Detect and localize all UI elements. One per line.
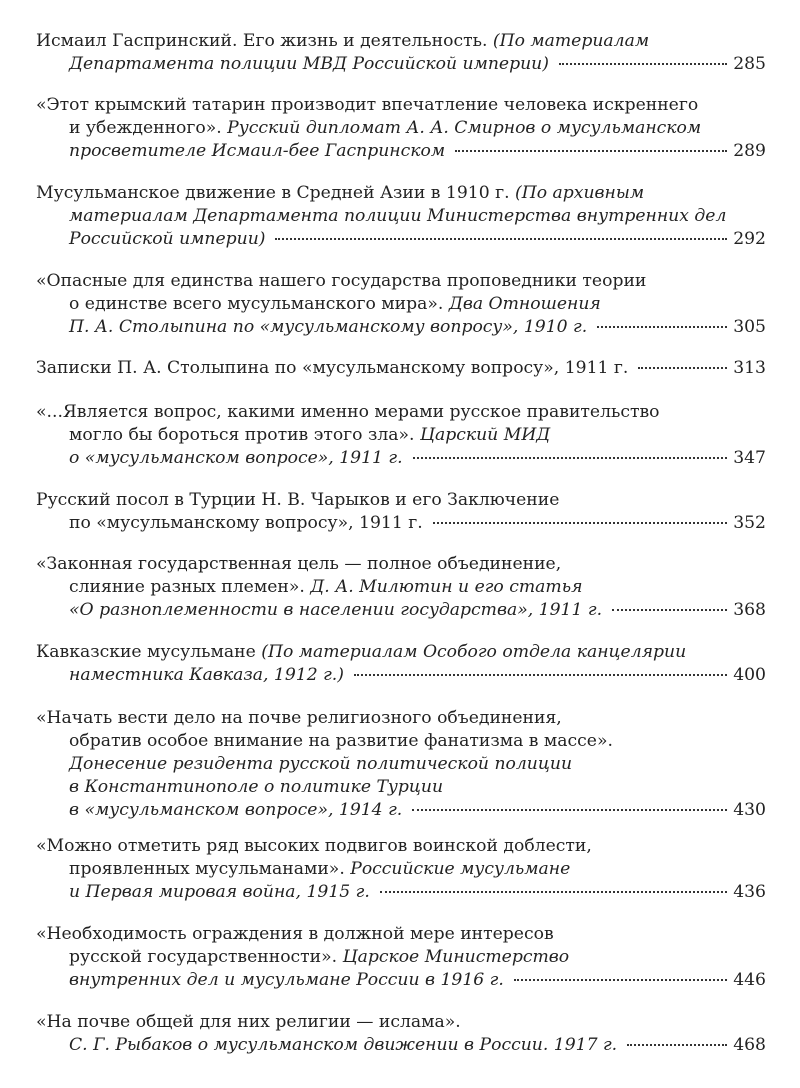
toc-entry-line — [36, 707, 766, 730]
toc-entry-subtitle: Русский дипломат А. А. Смирнов о мусульманском — [227, 118, 702, 138]
dot-leader — [627, 1044, 727, 1046]
toc-entry-title: «Опасные для единства нашего государства проповедники теории — [36, 271, 647, 291]
toc-entry-title: Русский посол в Турции Н. В. Чарыков и его Заключение — [36, 490, 560, 510]
toc-entry-line — [36, 553, 766, 576]
toc-entry-line — [36, 946, 766, 969]
toc-page-number[interactable]: 446 — [733, 970, 766, 990]
toc-entry-text — [36, 270, 646, 293]
toc-entry-text — [69, 730, 613, 753]
toc-entry-text — [69, 776, 443, 799]
dot-leader — [412, 809, 727, 811]
toc-entry[interactable] — [36, 707, 766, 822]
toc-entry-line — [36, 969, 766, 992]
toc-entry-subtitle: (По материалам Особого отдела канцелярии — [261, 642, 687, 662]
toc-entry-line — [36, 489, 766, 512]
toc-entry-text — [69, 512, 423, 535]
toc-entry-line — [36, 512, 766, 535]
toc-entry[interactable] — [36, 270, 766, 339]
toc-entry-text — [36, 357, 628, 380]
toc-entry-text — [69, 228, 265, 251]
toc-page-number[interactable]: 430 — [733, 800, 766, 820]
toc-entry-subtitle: Царский МИД — [419, 425, 551, 445]
toc-entry-title: «Законная государственная цель — полное объединение, — [36, 554, 562, 574]
toc-entry-text — [69, 140, 445, 163]
dot-leader — [413, 457, 728, 459]
toc-entry-title: «Начать вести дело на почве религиозного объединения, — [36, 708, 562, 728]
toc-entry-line — [36, 753, 766, 776]
toc-entry-subtitle: (По архивным — [515, 183, 645, 203]
toc-entry-subtitle: Департамента полиции МВД Российской империи) — [69, 54, 549, 74]
toc-entry[interactable] — [36, 1011, 766, 1057]
toc-entry-line — [36, 664, 766, 687]
toc-entry-title: Мусульманское движение в Средней Азии в 1910 г. — [36, 183, 516, 203]
dot-leader — [638, 367, 727, 369]
toc-entry-text — [36, 182, 644, 205]
toc-entry[interactable] — [36, 30, 766, 76]
toc-entry-title: по «мусульманскому вопросу», 1911 г. — [69, 513, 423, 533]
dot-leader — [433, 522, 727, 524]
toc-entry-text — [36, 707, 562, 730]
toc-entry-line — [36, 424, 766, 447]
toc-entry[interactable] — [36, 182, 766, 251]
toc-entry-text — [36, 923, 554, 946]
toc-entry-line — [36, 1034, 766, 1057]
toc-page-number[interactable]: 292 — [733, 229, 766, 249]
toc-entry-subtitle: и Первая мировая война, 1915 г. — [69, 882, 370, 902]
toc-entry-subtitle: наместника Кавказа, 1912 г.) — [69, 665, 344, 685]
toc-entry-text — [69, 799, 402, 822]
toc-entry-line — [36, 270, 766, 293]
toc-entry-subtitle: просветителе Исмаил-бее Гаспринском — [69, 141, 446, 161]
toc-entry-text — [69, 881, 370, 904]
toc-entry-text — [69, 53, 549, 76]
toc-entry-subtitle: Российские мусульмане — [350, 859, 571, 879]
toc-entry-line — [36, 140, 766, 163]
toc-entry-text — [36, 553, 561, 576]
toc-entry-line — [36, 53, 766, 76]
toc-entry-title: и убежденного». — [69, 118, 228, 138]
toc-entry-line — [36, 30, 766, 53]
toc-entry-subtitle: «О разноплеменности в населении государства», 1911 г. — [69, 600, 603, 620]
toc-entry-text — [36, 401, 660, 424]
toc-entry-line — [36, 293, 766, 316]
toc-entry-title: «Можно отметить ряд высоких подвигов воинской доблести, — [36, 836, 592, 856]
toc-entry-line — [36, 881, 766, 904]
toc-entry-text — [69, 316, 587, 339]
dot-leader — [612, 609, 727, 611]
toc-entry-subtitle: П. А. Столыпина по «мусульманскому вопросу», 1910 г. — [69, 317, 588, 337]
toc-entry-line — [36, 641, 766, 664]
toc-entry-line — [36, 401, 766, 424]
toc-entry[interactable] — [36, 923, 766, 992]
toc-entry-title: «...Является вопрос, какими именно мерами русское правительство — [36, 402, 660, 422]
toc-entry-title: «Необходимость ограждения в должной мере интересов — [36, 924, 554, 944]
toc-entry-subtitle: Д. А. Милютин и его статья — [310, 577, 583, 597]
dot-leader — [559, 63, 727, 65]
toc-entry[interactable] — [36, 553, 766, 622]
toc-entry-title: Кавказские мусульмане — [36, 642, 262, 662]
toc-entry-line — [36, 228, 766, 251]
toc-entry-text — [69, 576, 582, 599]
toc-entry-text — [69, 664, 344, 687]
toc-entry-line — [36, 447, 766, 470]
toc-entry-text — [36, 641, 686, 664]
toc-entry-subtitle: С. Г. Рыбаков о мусульманском движении в России. 1917 г. — [69, 1035, 618, 1055]
toc-entry-line — [36, 599, 766, 622]
toc-entry-text — [36, 1011, 461, 1034]
toc-page-number[interactable]: 468 — [733, 1035, 766, 1055]
toc-entry-subtitle: Российской империи) — [69, 229, 266, 249]
toc-entry-subtitle: о «мусульманском вопросе», 1911 г. — [69, 448, 403, 468]
toc-entry-subtitle: Царское Министерство — [342, 947, 570, 967]
toc-page-number[interactable]: 313 — [733, 358, 766, 378]
toc-page-number[interactable]: 285 — [733, 54, 766, 74]
toc-entry-title: «Этот крымский татарин производит впечатление человека искреннего — [36, 95, 699, 115]
toc-entry-subtitle: Два Отношения — [448, 294, 601, 314]
toc-entry-line — [36, 357, 766, 380]
toc-entry[interactable] — [36, 489, 766, 535]
toc-entry-line — [36, 94, 766, 117]
toc-entry-line — [36, 776, 766, 799]
toc-entry-line — [36, 117, 766, 140]
toc-entry-text — [36, 94, 698, 117]
toc-entry-title: русской государственности». — [69, 947, 343, 967]
toc-page-number[interactable]: 347 — [733, 448, 766, 468]
toc-entry-title: Записки П. А. Столыпина по «мусульманскому вопросу», 1911 г. — [36, 358, 629, 378]
dot-leader — [275, 238, 727, 240]
toc-page-number[interactable]: 400 — [733, 665, 766, 685]
toc-entry-text — [69, 293, 601, 316]
toc-page-number[interactable]: 352 — [733, 513, 766, 533]
toc-entry-line — [36, 576, 766, 599]
toc-entry-title: о единстве всего мусульманского мира». — [69, 294, 449, 314]
toc-entry-line — [36, 858, 766, 881]
toc-entry-text — [69, 969, 504, 992]
toc-entry-text — [69, 599, 602, 622]
toc-entry-line — [36, 923, 766, 946]
toc-entry-text — [69, 447, 403, 470]
toc-entry-title: могло бы бороться против этого зла». — [69, 425, 420, 445]
toc-entry-title: слияние разных племен». — [69, 577, 311, 597]
toc-entry-line — [36, 316, 766, 339]
toc-entry-text — [69, 753, 572, 776]
toc-page-number[interactable]: 289 — [733, 141, 766, 161]
toc-page-number[interactable]: 305 — [733, 317, 766, 337]
toc-entry-title: Исмаил Гаспринский. Его жизнь и деятельность. — [36, 31, 493, 51]
toc-entry-line — [36, 182, 766, 205]
toc-entry-subtitle: в «мусульманском вопросе», 1914 г. — [69, 800, 403, 820]
toc-entry-title: проявленных мусульманами». — [69, 859, 351, 879]
toc-entry[interactable] — [36, 94, 766, 163]
dot-leader — [354, 674, 727, 676]
toc-entry-line — [36, 730, 766, 753]
toc-entry-text — [69, 1034, 617, 1057]
toc-entry-subtitle: материалам Департамента полиции Министерства внутренних дел — [69, 206, 727, 226]
toc-entry[interactable] — [36, 835, 766, 904]
toc-entry-text — [69, 858, 570, 881]
toc-entry-subtitle: внутренних дел и мусульмане России в 1916 г. — [69, 970, 504, 990]
toc-entry-text — [69, 946, 569, 969]
dot-leader — [380, 891, 727, 893]
dot-leader — [514, 979, 727, 981]
toc-entry-line — [36, 205, 766, 228]
toc-page-number[interactable]: 436 — [733, 882, 766, 902]
toc-entry-subtitle: в Константинополе о политике Турции — [69, 777, 444, 797]
dot-leader — [455, 150, 727, 152]
toc-entry-title: «На почве общей для них религии — ислама». — [36, 1012, 461, 1032]
toc-page-number[interactable]: 368 — [733, 600, 766, 620]
dot-leader — [597, 326, 727, 328]
toc-entry-text — [36, 835, 592, 858]
toc-entry[interactable] — [36, 357, 766, 380]
toc-entry-subtitle: (По материалам — [492, 31, 650, 51]
toc-entry-title: обратив особое внимание на развитие фанатизма в массе». — [69, 731, 613, 751]
toc-entry-text — [36, 30, 649, 53]
toc-entry-subtitle: Донесение резидента русской политической полиции — [69, 754, 573, 774]
toc-entry-text — [69, 117, 701, 140]
toc-entry-line — [36, 799, 766, 822]
toc-entry-text — [36, 489, 559, 512]
toc-entry-line — [36, 1011, 766, 1034]
toc-entry-line — [36, 835, 766, 858]
toc-entry-text — [69, 424, 550, 447]
toc-entry[interactable] — [36, 641, 766, 687]
toc-entry-text — [69, 205, 726, 228]
toc-entry[interactable] — [36, 401, 766, 470]
